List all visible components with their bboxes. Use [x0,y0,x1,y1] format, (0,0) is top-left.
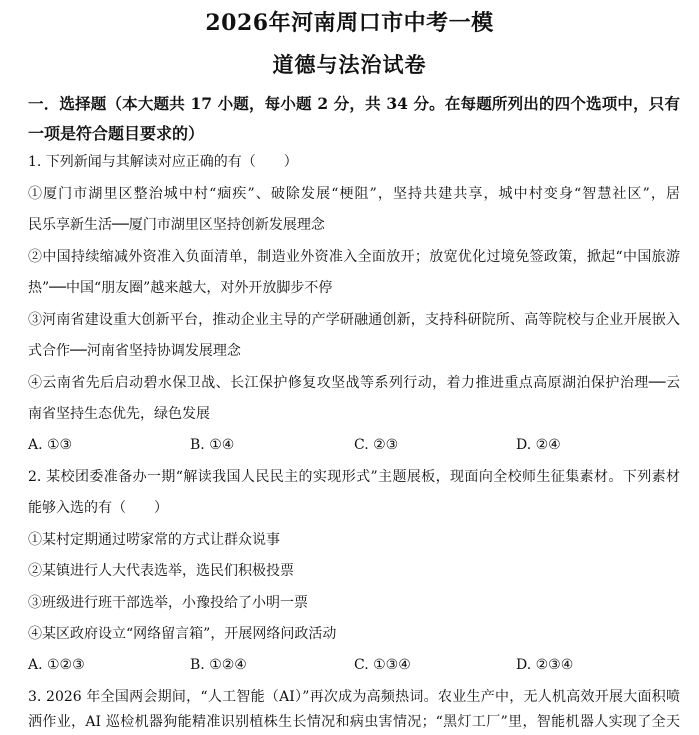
question-1-statement: ②中国持续缩减外资准入负面清单，制造业外资准入全面放开；放宽优化过境免签政策，掀起“中国旅游 [28,249,680,265]
option-a[interactable]: A. ①③ [28,437,73,453]
question-1-statement: 南省坚持生态优先，绿色发展 [28,406,210,422]
page-title: 2026年河南周口市中考一模 [205,10,494,36]
exam-subject-title: 道德与法治试卷 [272,52,427,77]
question-1-statement: 热”──中国“朋友圈”越来越大，对外开放脚步不停 [28,280,333,296]
question-2-options [28,653,680,677]
question-1-options [28,433,680,457]
question-3-stem: 3. 2026 年全国两会期间，“人工智能（AI）”再次成为高频热词。农业生产中，无人机高效开展大面积喷 [28,689,680,705]
section-heading-line: 一．选择题（本大题共 17 小题，每小题 2 分，共 34 分。在每题所列出的四个选项中，只有 [28,94,680,113]
question-1-statement: 民乐享新生活──厦门市湖里区坚持创新发展理念 [28,217,325,233]
question-2-statement: ③班级进行班干部选举，小豫投给了小明一票 [28,595,308,611]
question-3-stem: 洒作业，AI 巡检机器狗能精准识别植株生长情况和病虫害情况；“黑灯工厂”里，智能机器人实现了全天 [28,714,680,730]
option-c[interactable]: C. ①③④ [354,657,411,673]
question-2-stem: 2. 某校团委准备办一期“解读我国人民民主的实现形式”主题展板，现面向全校师生征集素材。下列素材 [28,469,680,485]
question-2-statement: ②某镇进行人大代表选举，选民们积极投票 [28,563,294,579]
option-b[interactable]: B. ①④ [190,437,235,453]
section-heading-line: 一项是符合题目要求的） [28,124,205,143]
option-d[interactable]: D. ②③④ [516,657,574,673]
section-heading [28,89,680,149]
option-a[interactable]: A. ①②③ [28,657,85,673]
option-b[interactable]: B. ①②④ [190,657,247,673]
question-1-statement: ③河南省建设重大创新平台，推动企业主导的产学研融通创新，支持科研院所、高等院校与企业开展嵌入 [28,312,680,328]
question-1-statement: ④云南省先后启动碧水保卫战、长江保护修复攻坚战等系列行动，着力推进重点高原湖泊保护治理──云 [28,375,680,391]
question-2-statement: ①某村定期通过唠家常的方式让群众说事 [28,532,280,548]
question-2-statement: ④某区政府设立“网络留言箱”，开展网络问政活动 [28,626,337,642]
question-1-statement: ①厦门市湖里区整治城中村“痼疾”、破除发展“梗阻”，坚持共建共享，城中村变身“智慧社区”，居 [28,186,680,202]
option-c[interactable]: C. ②③ [354,437,399,453]
question-2-stem: 能够入选的有（ ） [28,500,168,516]
option-d[interactable]: D. ②④ [516,437,561,453]
question-1-stem: 1. 下列新闻与其解读对应正确的有（ ） [28,154,298,170]
question-1-statement: 式合作──河南省坚持协调发展理念 [28,343,241,359]
